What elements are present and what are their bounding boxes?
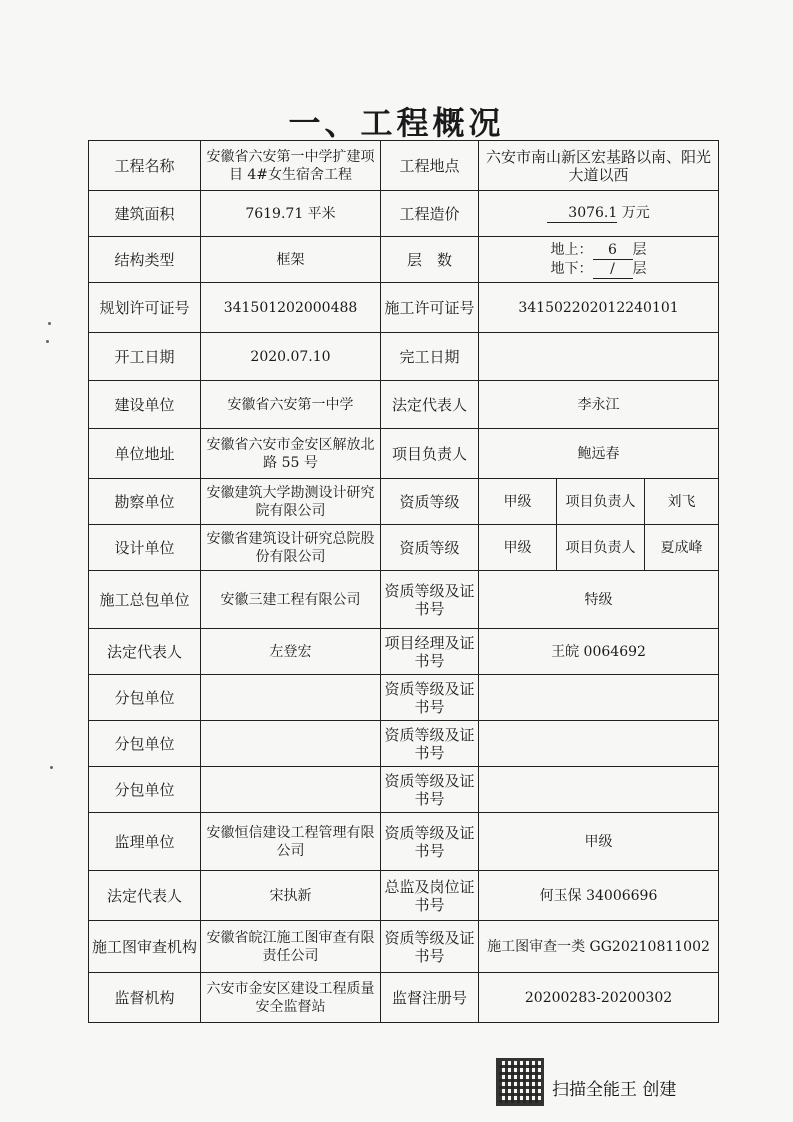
structure-value: 框架	[201, 237, 381, 283]
supervision-chief-value: 何玉保 34006696	[479, 871, 719, 921]
contractor-qual-label: 资质等级及证书号	[381, 571, 479, 629]
cost-label: 工程造价	[381, 191, 479, 237]
subcontractor-qual-label: 资质等级及证书号	[381, 675, 479, 721]
build-permit-label: 施工许可证号	[381, 283, 479, 333]
owner-pm-label: 项目负责人	[381, 429, 479, 479]
oversight-reg-value: 20200283-20200302	[479, 973, 719, 1023]
design-value: 安徽省建筑设计研究总院股份有限公司	[201, 525, 381, 571]
project-location-value: 六安市南山新区宏基路以南、阳光大道以西	[479, 141, 719, 191]
below-value: /	[593, 260, 633, 279]
above-value: 6	[593, 241, 633, 260]
subcontractor-qual-value	[479, 767, 719, 813]
table-row	[89, 973, 719, 1023]
review-qual-value: 施工图审查一类 GG20210811002	[479, 921, 719, 973]
area-label: 建筑面积	[89, 191, 201, 237]
cost-unit: 万元	[621, 205, 650, 221]
page-title: 一、工程概况	[288, 104, 505, 142]
plan-permit-label: 规划许可证号	[89, 283, 201, 333]
project-name-value: 安徽省六安第一中学扩建项目 4#女生宿舍工程	[201, 141, 381, 191]
supervision-value: 安徽恒信建设工程管理有限公司	[201, 813, 381, 871]
scan-speck	[50, 766, 53, 769]
table-row	[89, 141, 719, 191]
subcontractor-label: 分包单位	[89, 767, 201, 813]
build-permit-value: 341502202012240101	[479, 283, 719, 333]
table-row	[89, 813, 719, 871]
subcontractor-qual-label: 资质等级及证书号	[381, 767, 479, 813]
contractor-label: 施工总包单位	[89, 571, 201, 629]
above-prefix: 地上：	[550, 241, 593, 258]
finish-date-label: 完工日期	[381, 333, 479, 381]
cost-cell	[479, 191, 719, 237]
review-label: 施工图审查机构	[89, 921, 201, 973]
floors-above	[482, 241, 715, 260]
table-row	[89, 191, 719, 237]
project-overview-table	[88, 140, 719, 1023]
table-row	[89, 767, 719, 813]
subcontractor-label: 分包单位	[89, 675, 201, 721]
supervision-label: 监理单位	[89, 813, 201, 871]
structure-label: 结构类型	[89, 237, 201, 283]
below-unit: 层	[632, 260, 647, 277]
below-prefix: 地下：	[550, 260, 593, 277]
survey-value: 安徽建筑大学勘测设计研究院有限公司	[201, 479, 381, 525]
subcontractor-qual-value	[479, 675, 719, 721]
design-pm-value: 夏成峰	[645, 525, 719, 571]
design-qual-label: 资质等级	[381, 525, 479, 571]
above-unit: 层	[632, 241, 647, 258]
table-row	[89, 283, 719, 333]
table-row	[89, 871, 719, 921]
survey-pm-label: 项目负责人	[557, 479, 645, 525]
survey-label: 勘察单位	[89, 479, 201, 525]
survey-qual-value: 甲级	[479, 479, 557, 525]
table-row	[89, 479, 719, 525]
table-row	[89, 571, 719, 629]
supervision-legal-label: 法定代表人	[89, 871, 201, 921]
table-row	[89, 333, 719, 381]
survey-qual-label: 资质等级	[381, 479, 479, 525]
oversight-label: 监督机构	[89, 973, 201, 1023]
subcontractor-value	[201, 767, 381, 813]
start-date-value: 2020.07.10	[201, 333, 381, 381]
floors-below	[482, 260, 715, 279]
area-value: 7619.71 平米	[201, 191, 381, 237]
design-label: 设计单位	[89, 525, 201, 571]
owner-address-label: 单位地址	[89, 429, 201, 479]
subcontractor-qual-value	[479, 721, 719, 767]
start-date-label: 开工日期	[89, 333, 201, 381]
contractor-value: 安徽三建工程有限公司	[201, 571, 381, 629]
scan-speck	[48, 322, 51, 325]
scanner-watermark: 扫描全能王 创建	[552, 1080, 677, 1100]
contractor-pm-label: 项目经理及证书号	[381, 629, 479, 675]
supervision-legal-value: 宋执新	[201, 871, 381, 921]
oversight-value: 六安市金安区建设工程质量安全监督站	[201, 973, 381, 1023]
scan-speck	[46, 340, 49, 343]
subcontractor-value	[201, 675, 381, 721]
subcontractor-value	[201, 721, 381, 767]
review-value: 安徽省皖江施工图审查有限责任公司	[201, 921, 381, 973]
table-row	[89, 721, 719, 767]
contractor-legal-value: 左登宏	[201, 629, 381, 675]
owner-unit-value: 安徽省六安第一中学	[201, 381, 381, 429]
table-row	[89, 237, 719, 283]
floors-label: 层 数	[381, 237, 479, 283]
supervision-qual-label: 资质等级及证书号	[381, 813, 479, 871]
table-row	[89, 429, 719, 479]
project-name-label: 工程名称	[89, 141, 201, 191]
design-pm-label: 项目负责人	[557, 525, 645, 571]
owner-legal-value: 李永江	[479, 381, 719, 429]
subcontractor-qual-label: 资质等级及证书号	[381, 721, 479, 767]
floors-cell	[479, 237, 719, 283]
review-qual-label: 资质等级及证书号	[381, 921, 479, 973]
table-row	[89, 381, 719, 429]
contractor-pm-value: 王皖 0064692	[479, 629, 719, 675]
project-location-label: 工程地点	[381, 141, 479, 191]
cost-value: 3076.1	[547, 204, 617, 223]
finish-date-value	[479, 333, 719, 381]
contractor-qual-value: 特级	[479, 571, 719, 629]
owner-legal-label: 法定代表人	[381, 381, 479, 429]
supervision-chief-label: 总监及岗位证书号	[381, 871, 479, 921]
owner-address-value: 安徽省六安市金安区解放北路 55 号	[201, 429, 381, 479]
plan-permit-value: 341501202000488	[201, 283, 381, 333]
owner-pm-value: 鲍远春	[479, 429, 719, 479]
subcontractor-label: 分包单位	[89, 721, 201, 767]
qr-code-icon	[496, 1058, 544, 1106]
contractor-legal-label: 法定代表人	[89, 629, 201, 675]
table-row	[89, 525, 719, 571]
survey-pm-value: 刘飞	[645, 479, 719, 525]
design-qual-value: 甲级	[479, 525, 557, 571]
oversight-reg-label: 监督注册号	[381, 973, 479, 1023]
table-row	[89, 675, 719, 721]
table-row	[89, 629, 719, 675]
supervision-qual-value: 甲级	[479, 813, 719, 871]
owner-unit-label: 建设单位	[89, 381, 201, 429]
table-row	[89, 921, 719, 973]
